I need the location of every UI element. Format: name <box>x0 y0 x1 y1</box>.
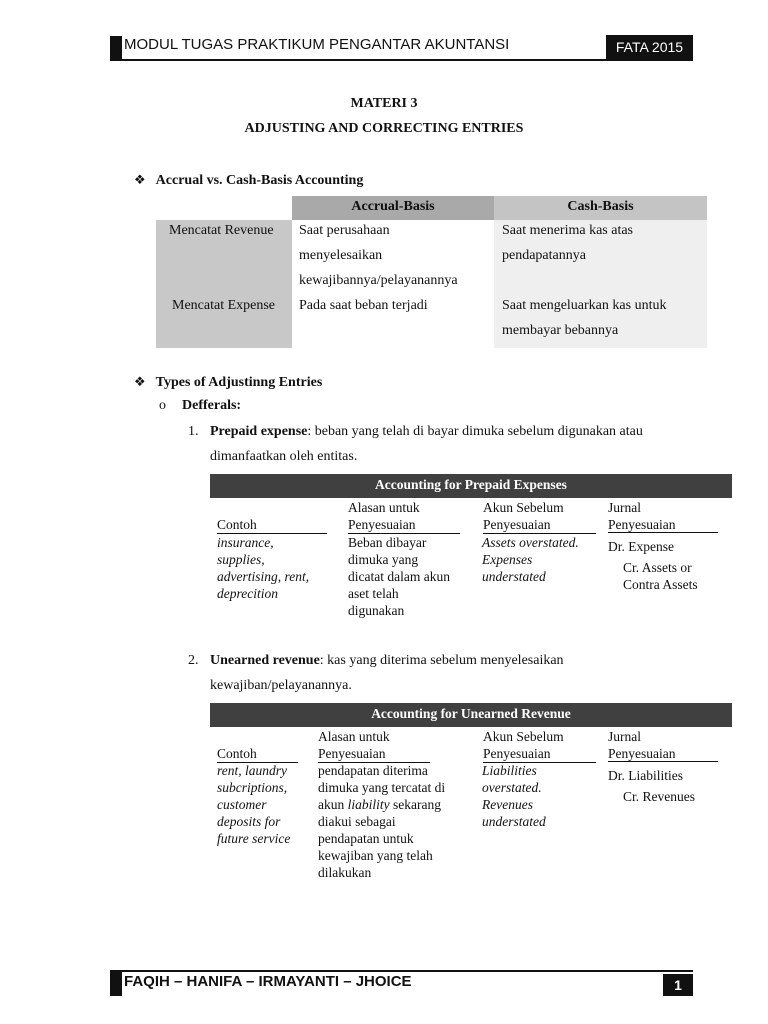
footer-rule <box>110 970 693 972</box>
item1-description-line2: dimanfaatkan oleh entitas. <box>210 449 358 464</box>
diamond-bullet-icon: ❖ <box>134 172 146 187</box>
t2-header-contoh: Contoh <box>217 746 257 761</box>
diamond-bullet-icon: ❖ <box>134 374 146 389</box>
t1-header-akun: Akun Sebelum Penyesuaian <box>483 500 564 532</box>
t1-cell-contoh: insurance, supplies, advertising, rent, deprecition <box>217 535 310 601</box>
banner-prepaid-expenses: Accounting for Prepaid Expenses <box>210 474 732 498</box>
item1-description: Prepaid expense: beban yang telah di bayar dimuka sebelum digunakan atau <box>210 424 643 439</box>
section-types-of-adjusting <box>134 374 322 391</box>
footer-authors: FAQIH – HANIFA – IRMAYANTI – JHOICE <box>124 973 412 990</box>
t2-header-alasan: Alasan untuk Penyesuaian <box>318 729 390 761</box>
row-label-revenue: Mencatat Revenue <box>169 223 274 238</box>
item2-term: Unearned revenue <box>210 653 320 668</box>
page-number: 1 <box>663 974 693 996</box>
heading-materi: MATERI 3 <box>350 96 418 111</box>
item2-description-line2: kewajiban/pelayanannya. <box>210 678 352 693</box>
heading-title: ADJUSTING AND CORRECTING ENTRIES <box>244 121 524 136</box>
sub-bullet-marker: o <box>159 398 166 413</box>
sub-title-deferrals: Defferals: <box>182 398 242 413</box>
cell-accrual-expense: Pada saat beban terjadi <box>299 298 428 313</box>
t1-cell-jurnal-cr: Cr. Assets or Contra Assets <box>623 560 698 592</box>
t1-header-contoh: Contoh <box>217 517 257 532</box>
footer-left-bar <box>110 972 122 996</box>
section-title: Types of Adjustinng Entries <box>155 375 323 390</box>
t2-cell-alasan: pendapatan diterima dimuka yang tercatat di akun liability sekarang diakui sebagai pendapatan untuk kewajiban yang telah dilakukan <box>318 763 446 880</box>
t1-cell-akun: Assets overstated. Expenses understated <box>482 535 579 584</box>
cell-accrual-revenue: Saat perusahaan menyelesaikan kewajibannya/pelayanannya <box>299 223 458 288</box>
t2-header-akun: Akun Sebelum Penyesuaian <box>483 729 564 761</box>
comparison-table <box>156 196 707 348</box>
t2-header-jurnal: Jurnal Penyesuaian <box>608 729 676 761</box>
cell-cash-revenue: Saat menerima kas atas pendapatannya <box>502 223 634 263</box>
banner-unearned-revenue: Accounting for Unearned Revenue <box>210 703 732 727</box>
t1-header-alasan: Alasan untuk Penyesuaian <box>348 500 420 532</box>
col-header-cash: Cash-Basis <box>494 196 707 220</box>
header-title: MODUL TUGAS PRAKTIKUM PENGANTAR AKUNTANSI <box>124 36 510 53</box>
cell-cash-expense: Saat mengeluarkan kas untuk membayar bebannya <box>502 298 667 338</box>
item1-term: Prepaid expense <box>210 424 308 439</box>
t2-cell-akun: Liabilities overstated. Revenues understated <box>482 763 546 829</box>
item1-number: 1. <box>188 424 199 439</box>
header-left-bar <box>110 36 122 60</box>
t2-cell-jurnal-cr: Cr. Revenues <box>623 789 695 804</box>
item2-description: Unearned revenue: kas yang diterima sebelum menyelesaikan <box>210 653 564 668</box>
section-accrual-vs-cash <box>134 172 363 189</box>
t2-underline-col4 <box>608 761 718 762</box>
t1-cell-jurnal-dr: Dr. Expense <box>608 539 674 554</box>
header-badge: FATA 2015 <box>606 35 693 60</box>
t2-cell-jurnal-dr: Dr. Liabilities <box>608 768 683 783</box>
item2-number: 2. <box>188 653 199 668</box>
row-label-expense: Mencatat Expense <box>172 298 276 313</box>
t1-cell-alasan: Beban dibayar dimuka yang dicatat dalam akun aset telah digunakan <box>348 535 450 618</box>
t1-header-jurnal: Jurnal Penyesuaian <box>608 500 676 532</box>
t2-cell-contoh: rent, laundry subcriptions, customer deposits for future service <box>217 763 291 846</box>
col-header-accrual: Accrual-Basis <box>292 196 494 220</box>
t1-underline-col4 <box>608 532 718 533</box>
section-title: Accrual vs. Cash-Basis Accounting <box>155 173 364 188</box>
